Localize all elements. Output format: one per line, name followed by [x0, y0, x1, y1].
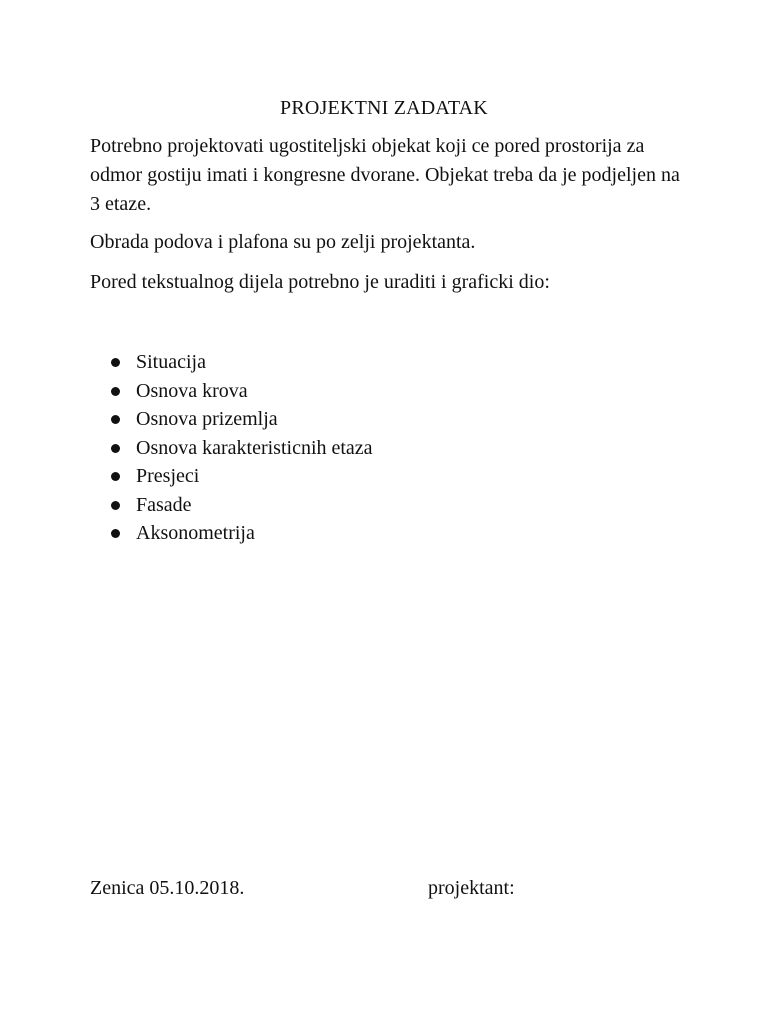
- list-item: [107, 462, 373, 491]
- bullet-icon: [111, 501, 120, 510]
- bullet-icon: [111, 415, 120, 424]
- list-item: [107, 405, 373, 434]
- bullet-icon: [111, 472, 120, 481]
- list-item: [107, 377, 373, 406]
- bullet-icon: [111, 444, 120, 453]
- bullet-icon: [111, 387, 120, 396]
- list-item-label: Aksonometrija: [136, 522, 255, 544]
- paragraph-project-description: Potrebno projektovati ugostiteljski objekat koji ce pored prostorija za odmor gostiju imati i kongresne dvorane. Objekat treba da je podjeljen na 3 etaze.: [90, 135, 680, 215]
- list-item: [107, 519, 373, 548]
- list-item-label: Osnova prizemlja: [136, 408, 278, 430]
- signature-label: projektant:: [428, 877, 515, 899]
- list-item-label: Fasade: [136, 493, 192, 516]
- list-item: [107, 434, 373, 463]
- paragraph-graphic-part-intro: Pored tekstualnog dijela potrebno je uraditi i graficki dio:: [90, 271, 550, 293]
- paragraph-finishes: Obrada podova i plafona su po zelji projektanta.: [90, 231, 476, 253]
- list-item-label: Situacija: [136, 351, 206, 373]
- list-item: [107, 491, 373, 520]
- document-title: PROJEKTNI ZADATAK: [280, 97, 488, 119]
- place-and-date: Zenica 05.10.2018.: [90, 877, 245, 899]
- bullet-icon: [111, 358, 120, 367]
- bullet-icon: [111, 529, 120, 538]
- list-item-label: Osnova krova: [136, 379, 248, 402]
- list-item-label: Presjeci: [136, 465, 200, 487]
- list-item-label: Osnova karakteristicnih etaza: [136, 436, 373, 459]
- drawings-list: [107, 348, 373, 548]
- list-item: [107, 348, 373, 377]
